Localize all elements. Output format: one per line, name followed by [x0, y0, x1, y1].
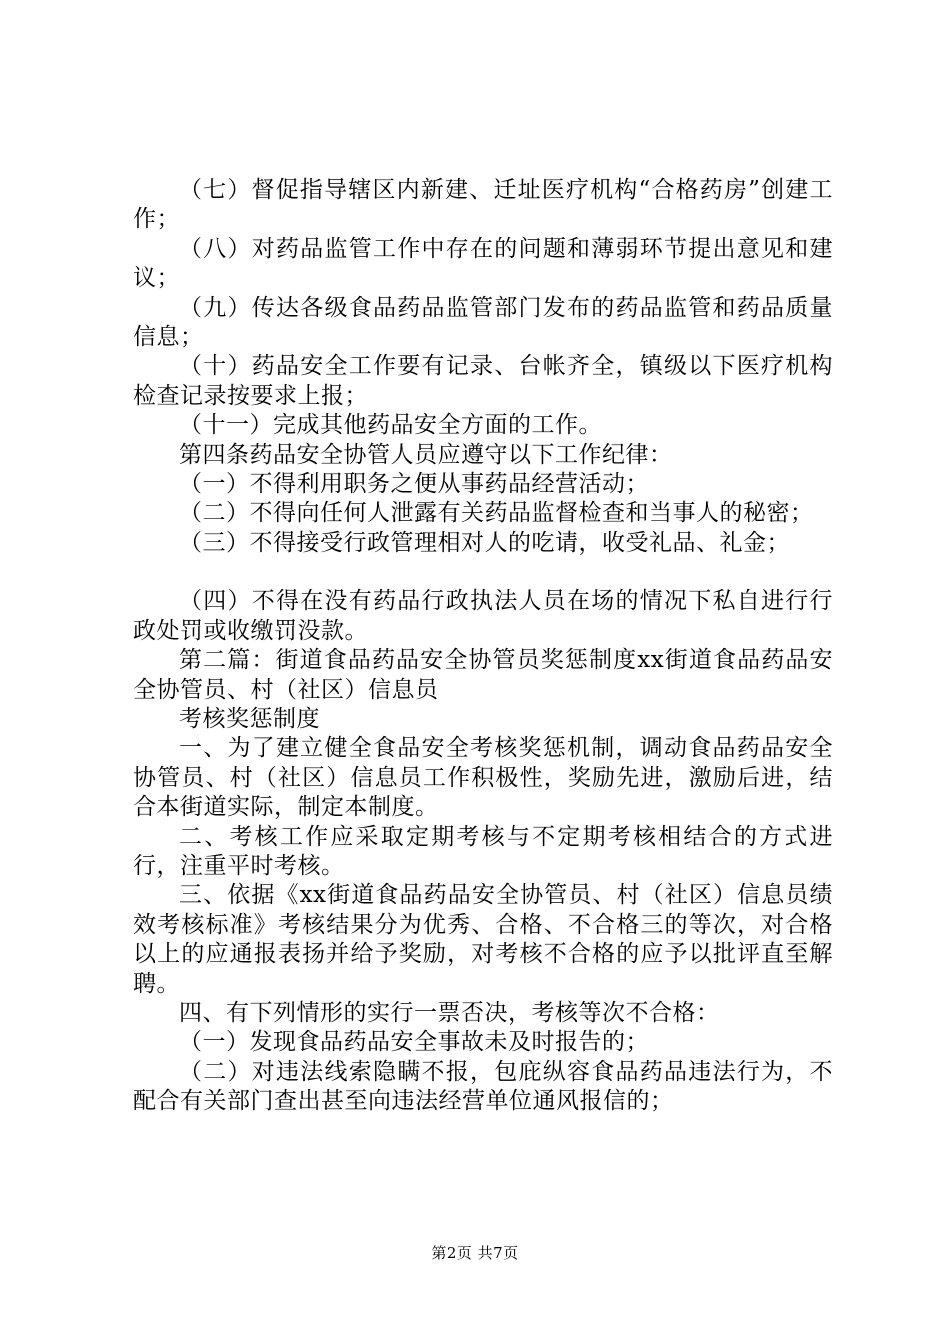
paragraph-item-8: （八）对药品监管工作中存在的问题和薄弱环节提出意见和建议；	[133, 235, 833, 292]
paragraph-item-7: （七）督促指导辖区内新建、迁址医疗机构“合格药房”创建工作；	[133, 177, 833, 233]
paragraph-veto-1: （一）发现食品药品安全事故未及时报告的；	[179, 1029, 649, 1056]
document-body	[133, 176, 833, 1117]
page-number-footer: 第2页 共7页	[431, 1244, 519, 1262]
paragraph-rule-3: 三、依据《xx街道食品药品安全协管员、村（社区）信息员绩效考核标准》考核结果分为优秀、合格、不合格三的等次，对合格以上的应通报表扬并给予奖励，对考核不合格的应予以批评直至解聘。	[133, 882, 833, 997]
paragraph-rule-2: 二、考核工作应采取定期考核与不定期考核相结合的方式进行，注重平时考核。	[133, 823, 833, 879]
paragraph-item-11: （十一）完成其他药品安全方面的工作。	[179, 412, 602, 439]
paragraph-article-4: 第四条药品安全协管人员应遵守以下工作纪律：	[179, 441, 673, 468]
paragraph-section-subtitle: 考核奖惩制度	[179, 705, 320, 732]
paragraph-discipline-2: （二）不得向任何人泄露有关药品监督检查和当事人的秘密；	[179, 500, 814, 527]
paragraph-discipline-4: （四）不得在没有药品行政执法人员在场的情况下私自进行行政处罚或收缴罚没款。	[133, 588, 833, 644]
paragraph-item-9: （九）传达各级食品药品监管部门发布的药品监管和药品质量信息；	[133, 294, 833, 351]
paragraph-rule-4: 四、有下列情形的实行一票否决，考核等次不合格：	[179, 999, 720, 1026]
paragraph-section-title: 第二篇：街道食品药品安全协管员奖惩制度xx街道食品药品安全协管员、村（社区）信息员	[133, 647, 833, 703]
paragraph-discipline-3: （三）不得接受行政管理相对人的吃请，收受礼品、礼金；	[179, 529, 790, 556]
paragraph-discipline-1: （一）不得利用职务之便从事药品经营活动；	[179, 471, 649, 498]
paragraph-veto-2: （二）对违法线索隐瞒不报，包庇纵容食品药品违法行为，不配合有关部门查出甚至向违法经营单位通风报信的；	[133, 1058, 833, 1115]
paragraph-rule-1: 一、为了建立健全食品安全考核奖惩机制，调动食品药品安全协管员、村（社区）信息员工作积极性，奖励先进，激励后进，结合本街道实际，制定本制度。	[133, 735, 833, 821]
paragraph-item-10: （十）药品安全工作要有记录、台帐齐全，镇级以下医疗机构检查记录按要求上报；	[133, 353, 833, 409]
